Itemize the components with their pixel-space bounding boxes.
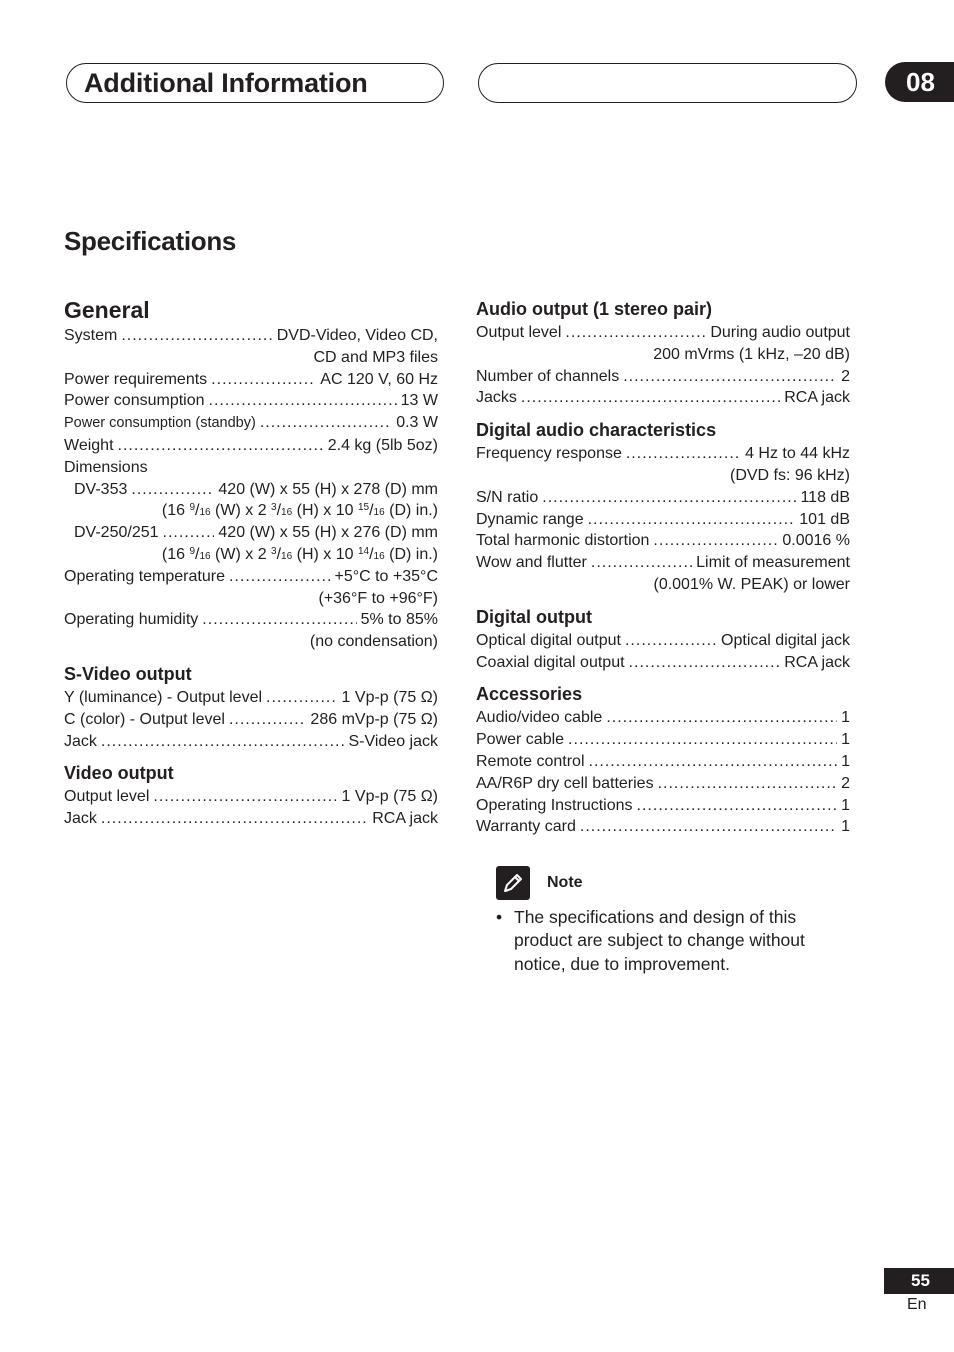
spec-row-audio-level-cont: 200 mVrms (1 kHz, –20 dB) bbox=[653, 345, 850, 363]
spec-row-operating-temperature: Operating temperature ..... +5°C to +35°C bbox=[64, 566, 438, 588]
header-title: Additional Information bbox=[84, 68, 368, 98]
spec-row-svideo-y: Y (luminance) - Output level ..... 1 Vp-p (75 Ω) bbox=[64, 687, 438, 709]
spec-row-power-consumption: Power consumption ..... 13 W bbox=[64, 390, 438, 412]
spec-row-dynamic-range: Dynamic range ..... 101 dB bbox=[476, 509, 850, 531]
spec-row-frequency-response: Frequency response ..... 4 Hz to 44 kHz bbox=[476, 443, 850, 465]
spec-row-operating-humidity: Operating humidity ..... 5% to 85% bbox=[64, 609, 438, 631]
spec-row-power-requirements: Power requirements ..... AC 120 V, 60 Hz bbox=[64, 369, 438, 391]
note-box bbox=[496, 866, 856, 976]
note-title: Note bbox=[547, 874, 583, 891]
spec-row-dv250: DV-250/251 ..... 420 (W) x 55 (H) x 276 (D) mm bbox=[64, 522, 438, 544]
spec-row-power-standby: Power consumption (standby) ..... 0.3 W bbox=[64, 412, 438, 435]
accessory-row-instructions: Operating Instructions ..... 1 bbox=[476, 795, 850, 817]
svideo-heading: S-Video output bbox=[64, 663, 192, 684]
spec-row-audio-channels: Number of channels ..... 2 bbox=[476, 366, 850, 388]
accessories-heading: Accessories bbox=[476, 684, 583, 705]
spec-row-wow-flutter: Wow and flutter ..... Limit of measurement bbox=[476, 552, 850, 574]
spec-row-system: System ..... DVD-Video, Video CD, bbox=[64, 325, 438, 347]
accessory-row-power-cable: Power cable ..... 1 bbox=[476, 729, 850, 751]
note-header bbox=[496, 866, 856, 900]
accessory-row-batteries: AA/R6P dry cell batteries ..... 2 bbox=[476, 773, 850, 795]
accessory-row-remote: Remote control ..... 1 bbox=[476, 751, 850, 773]
spec-row-weight: Weight ..... 2.4 kg (5lb 5oz) bbox=[64, 435, 438, 457]
video-heading: Video output bbox=[64, 763, 174, 784]
spec-row-frequency-response-cont: (DVD fs: 96 kHz) bbox=[729, 466, 850, 484]
note-bullet: • bbox=[496, 907, 503, 927]
spec-row-thd: Total harmonic distortion ..... 0.0016 % bbox=[476, 530, 850, 552]
spec-row-video-level: Output level ..... 1 Vp-p (75 Ω) bbox=[64, 786, 438, 808]
spec-row-optical-output: Optical digital output ..... Optical digital jack bbox=[476, 630, 850, 652]
dimensions-label: Dimensions bbox=[64, 458, 148, 476]
audio-heading: Audio output (1 stereo pair) bbox=[476, 299, 712, 319]
spec-row-svideo-jack: Jack ..... S-Video jack bbox=[64, 731, 438, 753]
note-item bbox=[496, 906, 856, 976]
spec-row-audio-jacks: Jacks ..... RCA jack bbox=[476, 387, 850, 409]
spec-row-dv353: DV-353 ..... 420 (W) x 55 (H) x 278 (D) mm bbox=[64, 479, 438, 501]
spec-row-dv250-inches: (16 $^9$/16 (W) x 2 $^3$/16 (H) x 10 $^{14}$/16 (D) in.) bbox=[161, 545, 438, 563]
spec-row-operating-humidity-cont: (no condensation) bbox=[309, 633, 438, 651]
spec-row-audio-level: Output level ..... During audio output bbox=[476, 322, 850, 344]
note-text: The specifications and design of this product are subject to change without notice, due to improvement. bbox=[514, 907, 805, 974]
general-heading: General bbox=[64, 297, 150, 323]
page-title: Specifications bbox=[64, 226, 237, 256]
spec-row-system-cont: CD and MP3 files bbox=[313, 348, 438, 366]
page-number: 55 bbox=[884, 1268, 954, 1294]
digital-audio-heading: Digital audio characteristics bbox=[476, 420, 717, 441]
language-code: En bbox=[907, 1296, 927, 1313]
accessory-row-av-cable: Audio/video cable ..... 1 bbox=[476, 707, 850, 729]
spec-row-coaxial-output: Coaxial digital output ..... RCA jack bbox=[476, 652, 850, 674]
spec-row-dv353-inches: (16 $^9$/16 (W) x 2 $^3$/16 (H) x 10 $^{15}$/16 (D) in.) bbox=[161, 502, 438, 520]
right-column bbox=[476, 296, 850, 838]
accessory-row-warranty: Warranty card ..... 1 bbox=[476, 816, 850, 838]
header-blank-frame bbox=[478, 63, 857, 103]
spec-row-wow-flutter-cont: (0.001% W. PEAK) or lower bbox=[653, 575, 850, 593]
left-column bbox=[64, 295, 438, 830]
spec-row-svideo-c: C (color) - Output level ..... 286 mVp-p (75 Ω) bbox=[64, 709, 438, 731]
chapter-badge: 08 bbox=[885, 62, 954, 102]
spec-row-video-jack: Jack ..... RCA jack bbox=[64, 808, 438, 830]
pencil-icon bbox=[496, 866, 530, 900]
digital-output-heading: Digital output bbox=[476, 606, 592, 627]
spec-row-sn-ratio: S/N ratio ..... 118 dB bbox=[476, 487, 850, 509]
spec-row-operating-temperature-cont: (+36°F to +96°F) bbox=[318, 589, 438, 607]
